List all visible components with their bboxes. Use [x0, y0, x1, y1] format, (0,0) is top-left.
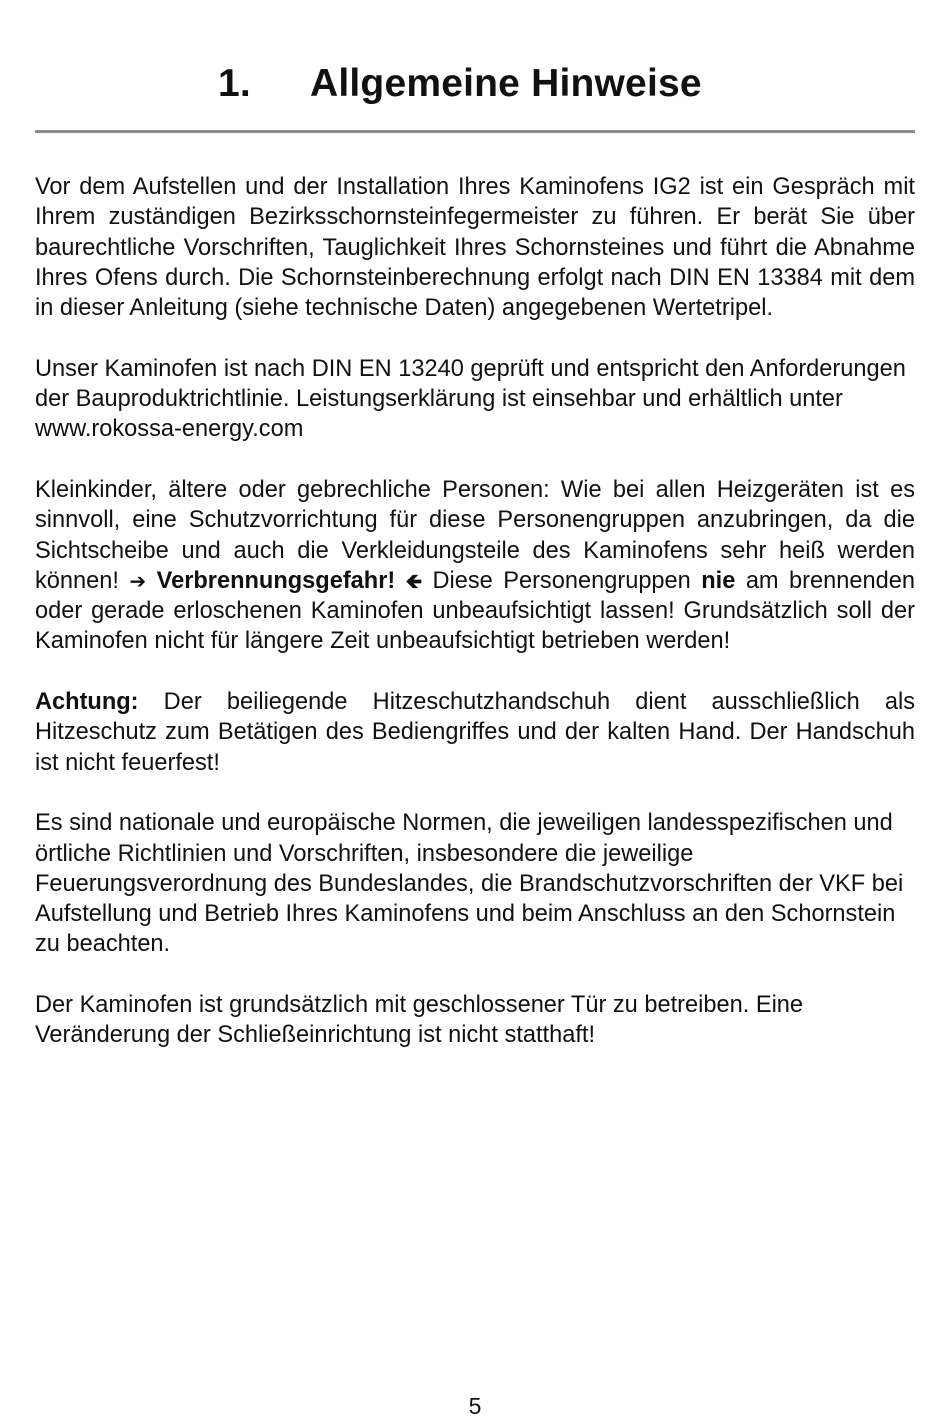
paragraph-installation: Vor dem Aufstellen und der Installation Ihres Kaminofens IG2 ist ein Gespräch mit Ihrem zuständigen Bezirksschornsteinfegermeister zu führen. Er berät Sie über baurechtliche Vorschriften, Tauglichkeit Ihres Schornsteines und führt die Abnahme Ihres Ofens durch. Die Schornsteinberechnung erfolgt nach DIN EN 13384 mit dem in dieser Anleitung (siehe technische Daten) angegebenen Wertetripel. — [35, 174, 915, 322]
emphasis-never: nie — [701, 567, 736, 594]
paragraph-certification: Unser Kaminofen ist nach DIN EN 13240 geprüft und entspricht den Anforderungen der Bauproduktrichtlinie. Leistungserklärung ist einsehbar und erhältlich unter www.rokossa-energy.com — [35, 355, 906, 443]
child-safety-text-1: Kleinkinder, ältere oder gebrechliche Personen: Wie bei allen Heizgeräten ist es sinnvoll, eine Schutzvorrichtung für diese Personengruppen anzubringen, da die Sichtscheibe und auch die Verkleidungsteile des Kaminofens sehr heiß werden können! — [35, 476, 915, 594]
paragraph-child-safety — [35, 475, 915, 657]
glove-warning-text: Der beiliegende Hitzeschutzhandschuh dient ausschließlich als Hitzeschutz zum Betätigen des Bediengriffes und der kalten Hand. Der Handschuh ist nicht feuerfest! — [35, 689, 915, 776]
burn-warning: Verbrennungsgefahr! — [156, 567, 396, 594]
child-safety-text-3: am brennenden oder gerade erloschenen Kaminofen unbeaufsichtigt lassen! Grundsätzlich soll der Kaminofen nicht für längere Zeit unbeaufsichtigt betrieben werden! — [35, 567, 915, 655]
section-heading — [218, 62, 702, 106]
attention-label: Achtung: — [35, 689, 139, 716]
document-body — [35, 172, 915, 1081]
heading-divider — [35, 130, 915, 133]
page-number: 5 — [468, 1393, 482, 1419]
paragraph-door-operation: Der Kaminofen ist grundsätzlich mit geschlossener Tür zu betreiben. Eine Veränderung der Schließeinrichtung ist nicht statthaft! — [35, 992, 804, 1049]
arrow-left-icon: 🡸 — [405, 568, 422, 593]
section-title: Allgemeine Hinweise — [310, 62, 702, 105]
arrow-right-icon: ➔ — [129, 568, 147, 593]
section-number: 1. — [218, 62, 251, 105]
paragraph-glove-warning — [35, 687, 915, 778]
child-safety-text-2: Diese Personengruppen — [421, 567, 702, 594]
paragraph-regulations: Es sind nationale und europäische Normen, die jeweiligen landesspezifischen und örtliche Richtlinien und Vorschriften, insbesondere die jeweilige Feuerungsverordnung des Bundeslandes, die Brandschutzvorschriften der VKF bei Aufstellung und Betrieb Ihres Kaminofens und beim Anschluss an den Schornstein zu beachten. — [35, 810, 904, 958]
